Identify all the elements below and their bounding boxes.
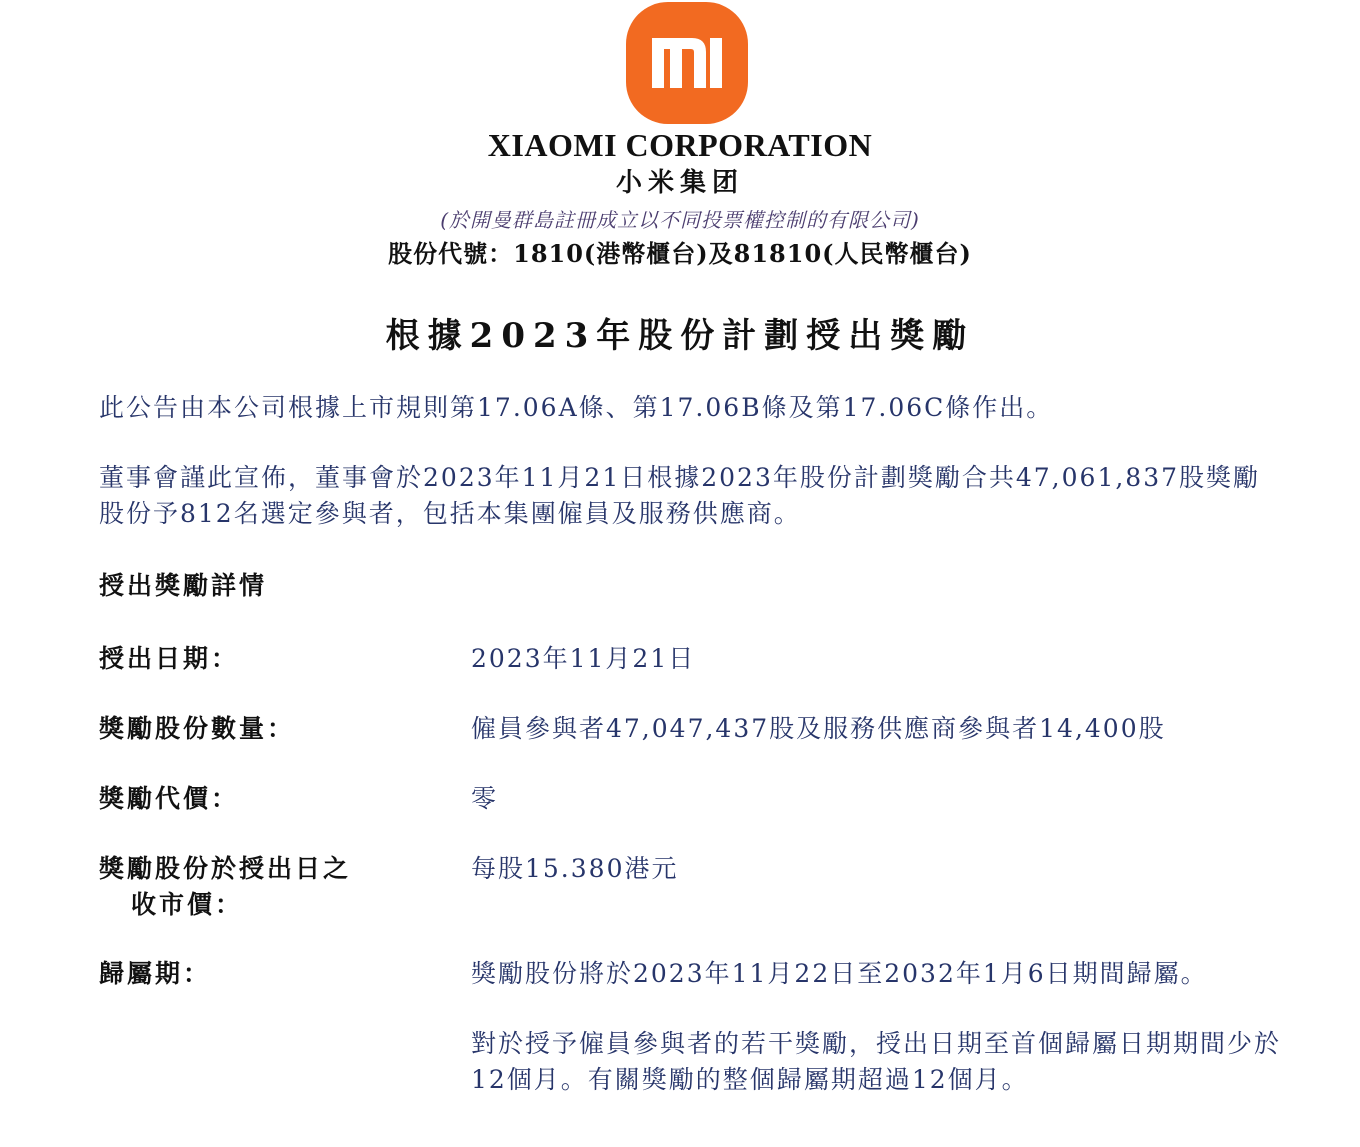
mi-logo-icon — [626, 2, 748, 124]
intro-paragraph: 此公告由本公司根據上市規則第17.06A條、第17.06B條及第17.06C條作出。 — [99, 393, 1054, 422]
consideration-value: 零 — [471, 784, 499, 813]
section-heading: 授出獎勵詳情 — [99, 571, 268, 600]
announcement-paragraph: 董事會謹此宣佈，董事會於2023年11月21日根據2023年股份計劃獎勵合共47,061,837股獎勵股份予812名選定參與者，包括本集團僱員及服務供應商。 — [99, 463, 1261, 528]
announcement-title: 根據2023年股份計劃授出獎勵 — [385, 316, 975, 356]
vesting-period-value: 獎勵股份將於2023年11月22日至2032年1月6日期間歸屬。 — [471, 959, 1208, 988]
closing-price-label-line2: 收市價： — [131, 890, 244, 919]
company-name-zh: 小米集团 — [615, 168, 744, 198]
company-name-en: XIAOMI CORPORATION — [487, 127, 873, 163]
award-shares-value: 僱員參與者47,047,437股及服務供應商參與者14,400股 — [471, 714, 1166, 743]
award-shares-label: 獎勵股份數量： — [99, 714, 296, 743]
incorporation-note: (於開曼群島註冊成立以不同投票權控制的有限公司) — [440, 208, 920, 232]
consideration-label: 獎勵代價： — [99, 784, 240, 813]
vesting-period-label: 歸屬期： — [99, 959, 212, 988]
xiaomi-logo — [626, 2, 748, 124]
grant-date-value: 2023年11月21日 — [471, 644, 696, 673]
closing-price-label-line1: 獎勵股份於授出日之 — [99, 854, 352, 883]
closing-price-value: 每股15.380港元 — [471, 854, 679, 883]
vesting-period-note: 對於授予僱員參與者的若干獎勵，授出日期至首個歸屬日期期間少於12個月。有關獎勵的整個歸屬期超過12個月。 — [471, 1029, 1282, 1094]
stock-code: 股份代號：1810(港幣櫃台)及81810(人民幣櫃台) — [388, 239, 972, 268]
grant-date-label: 授出日期： — [99, 644, 240, 673]
closing-price-label — [99, 851, 439, 923]
